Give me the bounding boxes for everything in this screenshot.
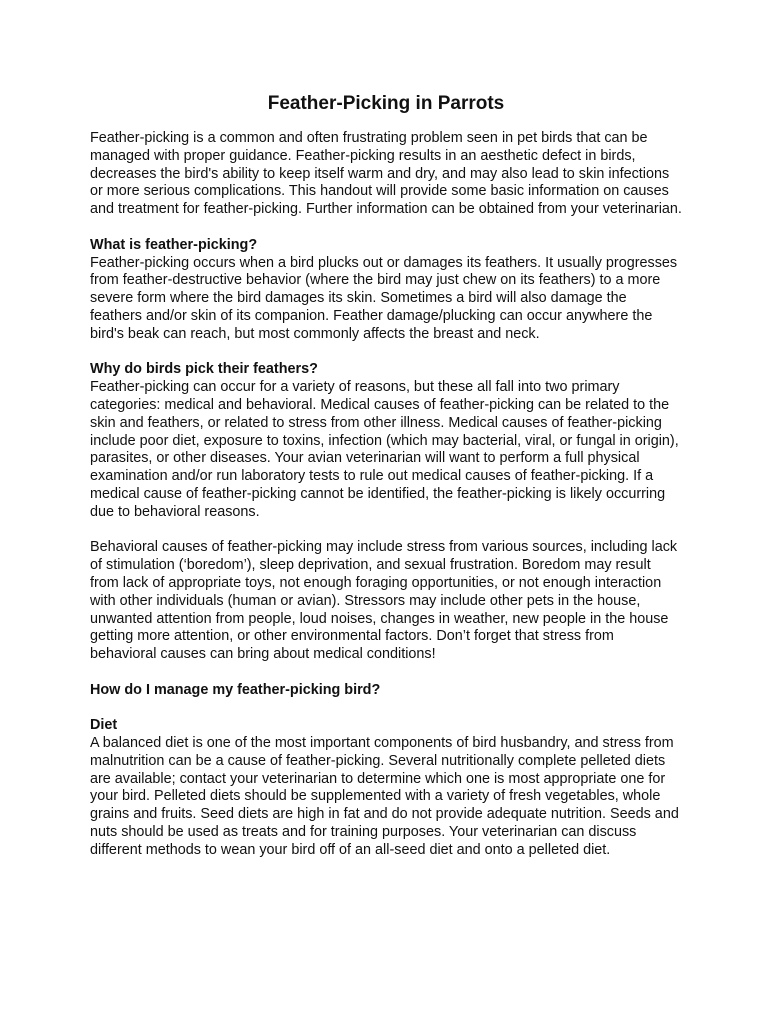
section-heading-what-is: What is feather-picking? (90, 236, 258, 253)
intro-paragraph: Feather-picking is a common and often frustrating problem seen in pet birds that can be managed with proper guidance. Feather-picking results in an aesthetic defect in birds, decreases the bird's ability to keep itself warm and dry, and may also lead to skin infections or more serious complications. This handout will provide some basic information on causes and treatment for feather-picking. Further information can be obtained from your veterinarian. (90, 130, 682, 218)
section-heading-diet: Diet (90, 717, 118, 734)
document-title: Feather-Picking in Parrots (267, 93, 505, 114)
section-paragraph: Feather-picking can occur for a variety of reasons, but these all fall into two primary categories: medical and behavioral. Medical causes of feather-picking can be related to the skin and feathers, or related to stress from other illness. Medical causes of feather-picking include poor diet, exposure to toxins, infection (which may bacterial, viral, or fungal in origin), parasites, or other diseases. Your avian veterinarian will want to perform a full physical examination and/or run laboratory tests to rule out medical causes of feather-picking. If a medical cause of feather-picking cannot be identified, the feather-picking is likely occurring due to behavioral reasons. (90, 379, 679, 520)
section-paragraph: Behavioral causes of feather-picking may include stress from various sources, including lack of stimulation (‘boredom’), sleep deprivation, and sexual frustration. Boredom may result from lack of appropriate toys, not enough foraging opportunities, or not enough interaction with other individuals (human or avian). Stressors may include other pets in the house, unwanted attention from people, loud noises, changes in weather, new people in the house getting more attention, or other environmental factors. Don’t forget that stress from behavioral causes can bring about medical conditions! (90, 539, 678, 663)
section-paragraph: A balanced diet is one of the most important components of bird husbandry, and stress from malnutrition can be a cause of feather-picking. Several nutritionally complete pelleted diets are available; contact your veterinarian to determine which one is most appropriate one for your bird. Pelleted diets should be supplemented with a variety of fresh vegetables, whole grains and fruits. Seed diets are high in fat and do not provide adequate nutrition. Seeds and nuts should be used as treats and for training purposes. Your veterinarian can discuss different methods to wean your bird off of an all-seed diet and onto a pelleted diet. (90, 735, 679, 858)
spacer (90, 700, 682, 718)
section-heading-why: Why do birds pick their feathers? (90, 361, 318, 378)
spacer (90, 522, 682, 540)
section-heading-manage: How do I manage my feather-picking bird? (90, 681, 381, 698)
spacer (90, 664, 682, 682)
section-paragraph: Feather-picking occurs when a bird plucks out or damages its feathers. It usually progresses from feather-destructive behavior (where the bird may just chew on its feathers) to a more severe form where the bird damages its skin. Sometimes a bird will also damage the feathers and/or skin of its companion. Feather damage/plucking can occur anywhere the bird's beak can reach, but most commonly affects the breast and neck. (90, 254, 678, 342)
document-page (90, 92, 682, 860)
spacer (90, 344, 682, 362)
spacer (90, 219, 682, 237)
